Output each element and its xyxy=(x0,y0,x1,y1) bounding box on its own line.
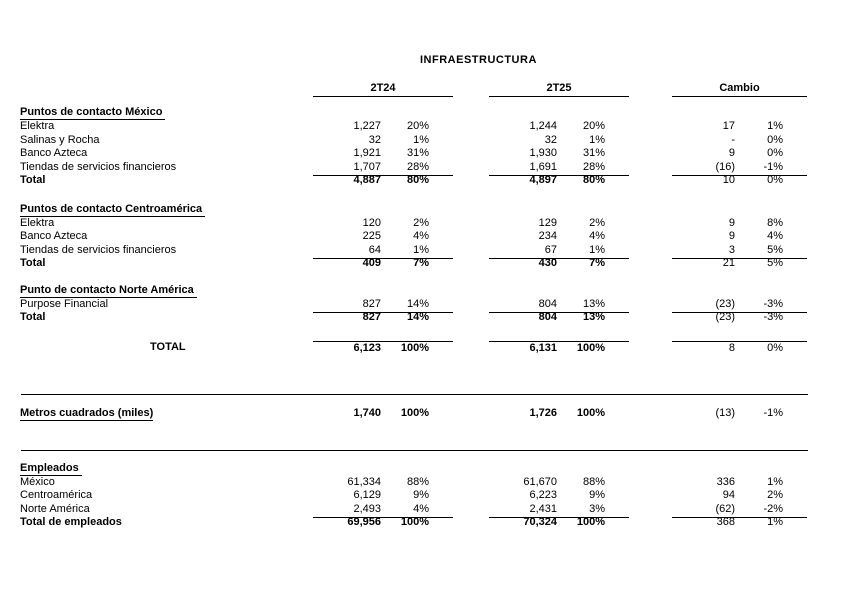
q2-group xyxy=(489,341,629,356)
page-title: INFRAESTRUCTURA xyxy=(420,54,537,66)
percent-cell: 100% xyxy=(576,516,605,528)
value-cell: - xyxy=(731,134,735,146)
row-label: Banco Azteca xyxy=(20,230,88,242)
total-row xyxy=(20,257,807,271)
value-cell: 827 xyxy=(362,298,381,310)
value-cell: 4,897 xyxy=(529,174,557,186)
value-cell: 32 xyxy=(544,134,557,146)
percent-cell: 28% xyxy=(582,161,605,173)
row-label: Tiendas de servicios financieros xyxy=(20,244,177,256)
total-row xyxy=(20,516,807,530)
percent-cell: 14% xyxy=(406,298,429,310)
percent-cell: 4% xyxy=(413,503,429,515)
percent-cell: 31% xyxy=(582,147,605,159)
value-cell: 430 xyxy=(538,257,557,269)
value-cell: 1,740 xyxy=(353,407,381,419)
value-cell: (62) xyxy=(715,503,735,515)
table-row xyxy=(20,489,807,503)
value-cell: 120 xyxy=(362,217,381,229)
table-row xyxy=(20,244,807,258)
q2-group xyxy=(489,120,629,134)
q1-group xyxy=(313,257,453,271)
percent-cell: 5% xyxy=(767,244,783,256)
change-group xyxy=(672,489,807,503)
value-cell: (23) xyxy=(715,311,735,323)
value-cell: (23) xyxy=(715,298,735,310)
row-label: Total xyxy=(20,257,46,269)
value-cell: 6,223 xyxy=(529,489,557,501)
q2-group xyxy=(489,217,629,231)
value-cell: 6,123 xyxy=(353,342,381,354)
percent-cell: 20% xyxy=(406,120,429,132)
percent-cell: 1% xyxy=(589,134,605,146)
value-cell: 9 xyxy=(728,230,735,242)
row-label: TOTAL xyxy=(150,341,186,353)
value-cell: 8 xyxy=(728,342,735,354)
change-group xyxy=(672,257,807,271)
table-row xyxy=(20,161,807,175)
row-label: Salinas y Rocha xyxy=(20,134,100,146)
change-group xyxy=(672,230,807,244)
value-cell: 2,493 xyxy=(353,503,381,515)
value-cell: 17 xyxy=(722,120,735,132)
change-group xyxy=(672,516,807,530)
section-heading-label: Punto de contacto Norte América xyxy=(20,284,197,298)
percent-cell: 2% xyxy=(767,489,783,501)
percent-cell: 3% xyxy=(589,503,605,515)
q1-group xyxy=(313,230,453,244)
q2-group xyxy=(489,516,629,530)
percent-cell: -1% xyxy=(763,407,783,419)
percent-cell: 0% xyxy=(767,147,783,159)
percent-cell: 9% xyxy=(413,489,429,501)
section-heading-mexico xyxy=(20,106,807,120)
q1-group xyxy=(313,516,453,530)
change-group xyxy=(672,147,807,161)
value-cell: 61,670 xyxy=(523,476,557,488)
table-row xyxy=(20,298,807,312)
value-cell: 64 xyxy=(368,244,381,256)
q1-group xyxy=(313,311,453,325)
separator-line xyxy=(21,394,808,395)
percent-cell: 13% xyxy=(582,298,605,310)
q1-group xyxy=(313,407,453,421)
q2-group xyxy=(489,257,629,271)
table-row xyxy=(20,230,807,244)
percent-cell: 13% xyxy=(582,311,605,323)
value-cell: 804 xyxy=(538,298,557,310)
percent-cell: 31% xyxy=(406,147,429,159)
value-cell: 61,334 xyxy=(347,476,381,488)
q1-group xyxy=(313,120,453,134)
change-group xyxy=(672,120,807,134)
percent-cell: 80% xyxy=(582,174,605,186)
section-heading-label: Puntos de contacto México xyxy=(20,106,165,120)
percent-cell: -2% xyxy=(763,503,783,515)
percent-cell: 1% xyxy=(413,244,429,256)
percent-cell: 80% xyxy=(406,174,429,186)
percent-cell: 4% xyxy=(767,230,783,242)
percent-cell: 9% xyxy=(589,489,605,501)
change-group xyxy=(672,476,807,490)
percent-cell: 1% xyxy=(767,516,783,528)
percent-cell: 14% xyxy=(406,311,429,323)
section-heading-centroamerica xyxy=(20,203,807,217)
value-cell: 9 xyxy=(728,147,735,159)
q2-group xyxy=(489,489,629,503)
value-cell: 4,887 xyxy=(353,174,381,186)
percent-cell: 20% xyxy=(582,120,605,132)
value-cell: 67 xyxy=(544,244,557,256)
column-header-row xyxy=(20,81,807,96)
percent-cell: 0% xyxy=(767,342,783,354)
row-label: Total xyxy=(20,311,46,323)
total-row xyxy=(20,311,807,325)
change-group xyxy=(672,217,807,231)
grand-total-row xyxy=(20,341,807,355)
q2-group xyxy=(489,230,629,244)
value-cell: 827 xyxy=(362,311,381,323)
q1-group xyxy=(313,217,453,231)
row-label: Elektra xyxy=(20,217,55,229)
change-group xyxy=(672,341,807,356)
change-group xyxy=(672,407,807,421)
value-cell: 1,707 xyxy=(353,161,381,173)
percent-cell: 2% xyxy=(413,217,429,229)
table-row xyxy=(20,476,807,490)
value-cell: 1,244 xyxy=(529,120,557,132)
percent-cell: 100% xyxy=(576,407,605,419)
row-label: Elektra xyxy=(20,120,55,132)
percent-cell: 2% xyxy=(589,217,605,229)
q1-group xyxy=(313,489,453,503)
q1-group xyxy=(313,341,453,356)
row-label: Norte América xyxy=(20,503,90,515)
row-label: Metros cuadrados (miles) xyxy=(20,407,154,419)
percent-cell: 100% xyxy=(576,342,605,354)
row-label: Banco Azteca xyxy=(20,147,88,159)
value-cell: 6,131 xyxy=(529,342,557,354)
percent-cell: 0% xyxy=(767,134,783,146)
value-cell: 409 xyxy=(362,257,381,269)
q2-group xyxy=(489,407,629,421)
section-heading-label: Puntos de contacto Centroamérica xyxy=(20,203,205,217)
q1-group xyxy=(313,147,453,161)
table-row xyxy=(20,134,807,148)
value-cell: 336 xyxy=(716,476,735,488)
value-cell: 69,956 xyxy=(347,516,381,528)
percent-cell: 1% xyxy=(767,120,783,132)
col-header-2t24: 2T24 xyxy=(313,81,453,97)
value-cell: (13) xyxy=(715,407,735,419)
change-group xyxy=(672,134,807,148)
percent-cell: 1% xyxy=(413,134,429,146)
q2-group xyxy=(489,147,629,161)
section-heading-norteamerica xyxy=(20,284,807,298)
value-cell: 368 xyxy=(716,516,735,528)
value-cell: 21 xyxy=(722,257,735,269)
percent-cell: 1% xyxy=(767,476,783,488)
percent-cell: 0% xyxy=(767,174,783,186)
section-heading-empleados xyxy=(20,462,807,476)
percent-cell: 7% xyxy=(413,257,429,269)
q2-group xyxy=(489,476,629,490)
percent-cell: 100% xyxy=(400,342,429,354)
change-group xyxy=(672,311,807,325)
q1-group xyxy=(313,476,453,490)
col-header-cambio: Cambio xyxy=(672,81,807,97)
percent-cell: 1% xyxy=(589,244,605,256)
value-cell: 1,726 xyxy=(529,407,557,419)
percent-cell: -1% xyxy=(763,161,783,173)
percent-cell: -3% xyxy=(763,311,783,323)
percent-cell: 7% xyxy=(589,257,605,269)
percent-cell: 4% xyxy=(589,230,605,242)
metros-cuadrados-row xyxy=(20,407,807,421)
value-cell: (16) xyxy=(715,161,735,173)
q2-group xyxy=(489,134,629,148)
section-heading-label: Empleados xyxy=(20,462,82,476)
value-cell: 804 xyxy=(538,311,557,323)
q2-group xyxy=(489,174,629,188)
table-row xyxy=(20,120,807,134)
value-cell: 2,431 xyxy=(529,503,557,515)
value-cell: 129 xyxy=(538,217,557,229)
table-row xyxy=(20,147,807,161)
row-label: Total de empleados xyxy=(20,516,122,528)
percent-cell: -3% xyxy=(763,298,783,310)
percent-cell: 5% xyxy=(767,257,783,269)
percent-cell: 8% xyxy=(767,217,783,229)
percent-cell: 100% xyxy=(400,516,429,528)
row-label: Tiendas de servicios financieros xyxy=(20,161,177,173)
value-cell: 32 xyxy=(368,134,381,146)
value-cell: 94 xyxy=(722,489,735,501)
row-label: Purpose Financial xyxy=(20,298,109,310)
value-cell: 10 xyxy=(722,174,735,186)
table-row xyxy=(20,503,807,517)
separator-line xyxy=(21,450,808,451)
q1-group xyxy=(313,174,453,188)
value-cell: 70,324 xyxy=(523,516,557,528)
value-cell: 1,227 xyxy=(353,120,381,132)
percent-cell: 88% xyxy=(582,476,605,488)
value-cell: 6,129 xyxy=(353,489,381,501)
col-header-2t25: 2T25 xyxy=(489,81,629,97)
q2-group xyxy=(489,311,629,325)
percent-cell: 4% xyxy=(413,230,429,242)
percent-cell: 28% xyxy=(406,161,429,173)
row-label: México xyxy=(20,476,55,488)
row-label: Total xyxy=(20,174,46,186)
q1-group xyxy=(313,134,453,148)
value-cell: 1,691 xyxy=(529,161,557,173)
value-cell: 234 xyxy=(538,230,557,242)
value-cell: 1,921 xyxy=(353,147,381,159)
value-cell: 225 xyxy=(362,230,381,242)
value-cell: 3 xyxy=(728,244,735,256)
value-cell: 9 xyxy=(728,217,735,229)
table-row xyxy=(20,217,807,231)
total-row xyxy=(20,174,807,188)
change-group xyxy=(672,174,807,188)
percent-cell: 100% xyxy=(400,407,429,419)
row-label: Centroamérica xyxy=(20,489,93,501)
percent-cell: 88% xyxy=(406,476,429,488)
value-cell: 1,930 xyxy=(529,147,557,159)
